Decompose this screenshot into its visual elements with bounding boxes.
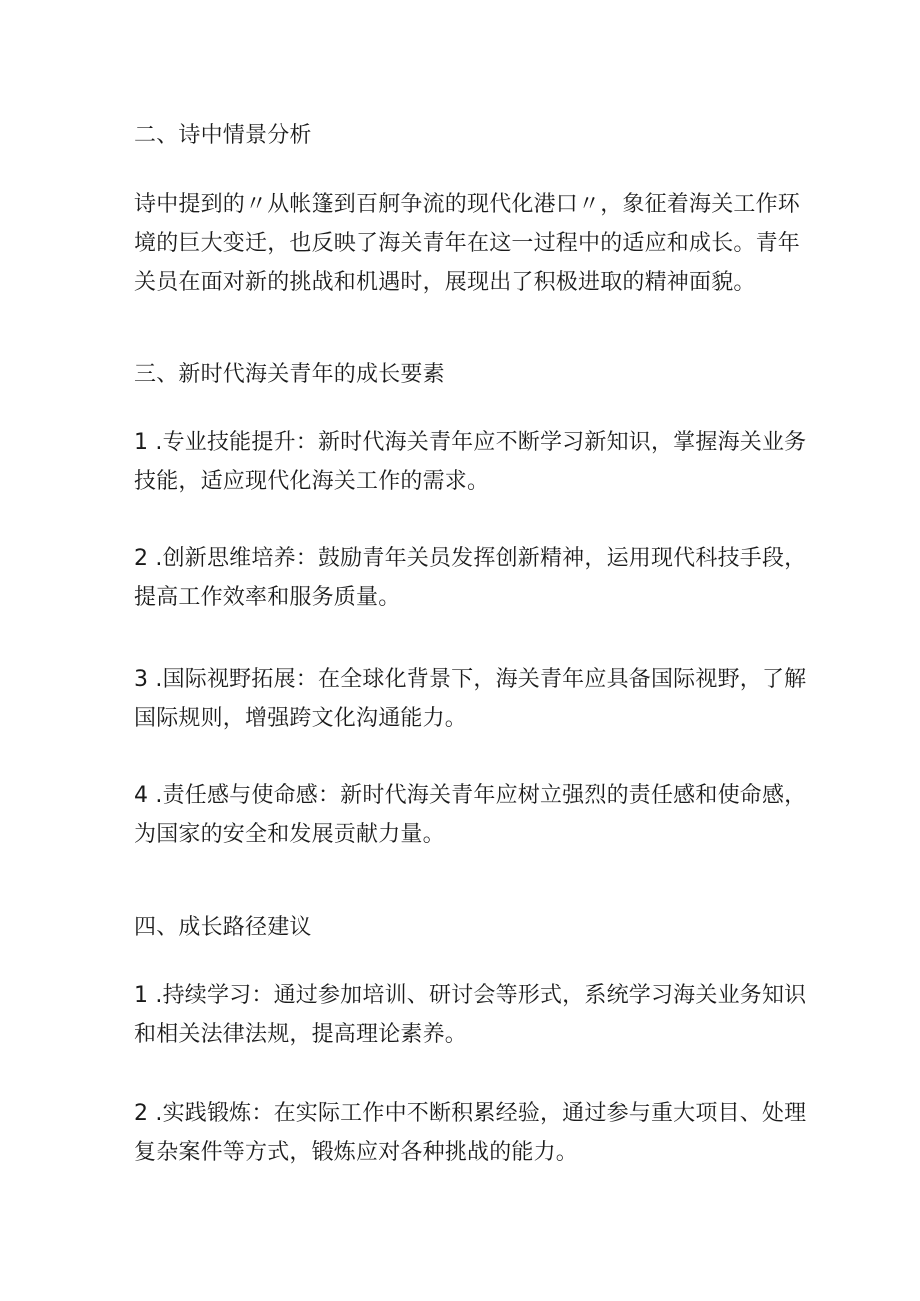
paragraph-line: 境的巨大变迁，也反映了海关青年在这一过程中的适应和成长。青年 xyxy=(134,231,801,256)
paragraph-line: 3 .国际视野拓展：在全球化背景下，海关青年应具备国际视野，了解 xyxy=(134,667,807,692)
paragraph-line: 为国家的安全和发展贡献力量。 xyxy=(134,822,445,847)
paragraph-line: 提高工作效率和服务质量。 xyxy=(134,585,401,610)
paragraph-line: 诗中提到的〃从帐篷到百舸争流的现代化港口〃，象征着海关工作环 xyxy=(134,192,801,217)
paragraph-line: 4 .责任感与使命感：新时代海关青年应树立强烈的责任感和使命感， xyxy=(134,783,807,808)
list-item xyxy=(134,776,814,854)
paragraph-line: 1 .专业技能提升：新时代海关青年应不断学习新知识，掌握海关业务 xyxy=(134,430,807,455)
list-item xyxy=(134,1094,814,1172)
paragraph-line: 1 .持续学习：通过参加培训、研讨会等形式，系统学习海关业务知识 xyxy=(134,983,807,1008)
list-item xyxy=(134,976,814,1054)
paragraph-line: 技能，适应现代化海关工作的需求。 xyxy=(134,469,490,494)
section-heading: 二、诗中情景分析 xyxy=(134,123,312,148)
paragraph-line: 2 .创新思维培养：鼓励青年关员发挥创新精神，运用现代科技手段， xyxy=(134,546,807,571)
paragraph-line: 和相关法律法规，提高理论素养。 xyxy=(134,1022,468,1047)
paragraph-line: 关员在面对新的挑战和机遇时，展现出了积极进取的精神面貌。 xyxy=(134,270,756,295)
list-item xyxy=(134,539,814,617)
list-item xyxy=(134,423,814,501)
paragraph-line: 国际规则，增强跨文化沟通能力。 xyxy=(134,706,468,731)
paragraph xyxy=(134,185,814,302)
section-heading: 三、新时代海关青年的成长要素 xyxy=(134,362,445,387)
section-heading: 四、成长路径建议 xyxy=(134,915,312,940)
paragraph-line: 复杂案件等方式，锻炼应对各种挑战的能力。 xyxy=(134,1140,579,1165)
list-item xyxy=(134,660,814,738)
paragraph-line: 2 .实践锻炼：在实际工作中不断积累经验，通过参与重大项目、处理 xyxy=(134,1101,807,1126)
